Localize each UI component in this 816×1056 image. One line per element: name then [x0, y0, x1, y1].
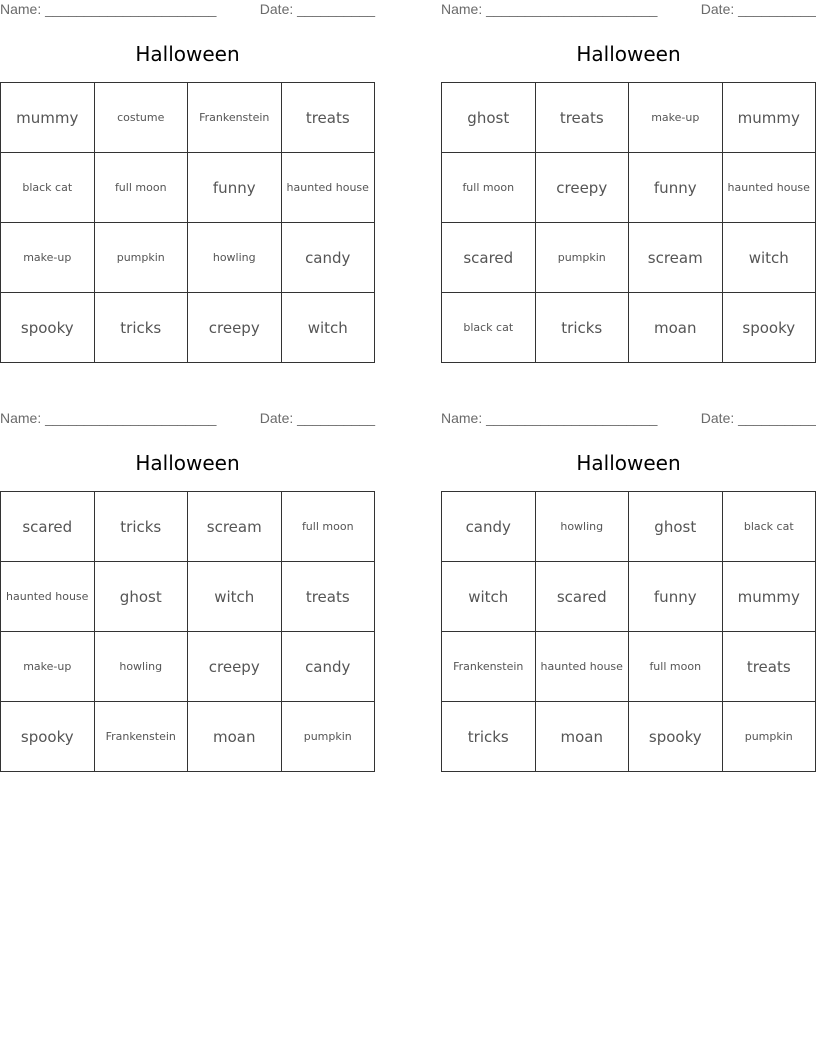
- bingo-cell[interactable]: candy: [281, 223, 375, 293]
- bingo-cell[interactable]: funny: [188, 153, 282, 223]
- bingo-cell[interactable]: tricks: [94, 492, 188, 562]
- name-date-row: [441, 1, 816, 19]
- bingo-cell[interactable]: pumpkin: [281, 702, 375, 772]
- bingo-cell[interactable]: moan: [535, 702, 629, 772]
- bingo-cell[interactable]: treats: [281, 83, 375, 153]
- bingo-cell[interactable]: moan: [188, 702, 282, 772]
- bingo-cell[interactable]: howling: [94, 632, 188, 702]
- bingo-cell[interactable]: ghost: [442, 83, 536, 153]
- bingo-cell[interactable]: scared: [535, 562, 629, 632]
- bingo-cell[interactable]: black cat: [1, 153, 95, 223]
- card-title: Halloween: [576, 42, 681, 66]
- bingo-cell[interactable]: spooky: [1, 702, 95, 772]
- bingo-cell[interactable]: mummy: [722, 83, 816, 153]
- date-field[interactable]: Date: __________: [259, 1, 375, 17]
- bingo-cell[interactable]: tricks: [94, 293, 188, 363]
- bingo-cell[interactable]: full moon: [442, 153, 536, 223]
- bingo-cell[interactable]: witch: [188, 562, 282, 632]
- date-field[interactable]: Date: __________: [700, 410, 816, 426]
- bingo-cell[interactable]: candy: [281, 632, 375, 702]
- date-field[interactable]: Date: __________: [259, 410, 375, 426]
- bingo-cell[interactable]: pumpkin: [535, 223, 629, 293]
- bingo-cell[interactable]: mummy: [722, 562, 816, 632]
- bingo-cell[interactable]: black cat: [442, 293, 536, 363]
- card-title: Halloween: [576, 451, 681, 475]
- bingo-cell[interactable]: make-up: [1, 223, 95, 293]
- bingo-cell[interactable]: costume: [94, 83, 188, 153]
- date-field[interactable]: Date: __________: [700, 1, 816, 17]
- bingo-cell[interactable]: treats: [281, 562, 375, 632]
- bingo-cell[interactable]: full moon: [94, 153, 188, 223]
- bingo-cell[interactable]: pumpkin: [722, 702, 816, 772]
- bingo-cell[interactable]: make-up: [1, 632, 95, 702]
- bingo-cell[interactable]: funny: [629, 153, 723, 223]
- bingo-grid: [441, 491, 816, 772]
- bingo-cell[interactable]: black cat: [722, 492, 816, 562]
- bingo-cell[interactable]: haunted house: [1, 562, 95, 632]
- bingo-cell[interactable]: witch: [442, 562, 536, 632]
- name-date-row: [0, 410, 375, 428]
- bingo-cell[interactable]: Frankenstein: [94, 702, 188, 772]
- bingo-cell[interactable]: tricks: [535, 293, 629, 363]
- bingo-cell[interactable]: tricks: [442, 702, 536, 772]
- bingo-cell[interactable]: haunted house: [722, 153, 816, 223]
- bingo-cell[interactable]: full moon: [281, 492, 375, 562]
- bingo-cell[interactable]: moan: [629, 293, 723, 363]
- bingo-cell[interactable]: Frankenstein: [188, 83, 282, 153]
- name-field[interactable]: Name: ______________________: [0, 410, 217, 426]
- bingo-cell[interactable]: mummy: [1, 83, 95, 153]
- bingo-cell[interactable]: scream: [629, 223, 723, 293]
- bingo-cell[interactable]: candy: [442, 492, 536, 562]
- bingo-grid: [0, 82, 375, 363]
- name-date-row: [441, 410, 816, 428]
- bingo-cell[interactable]: haunted house: [535, 632, 629, 702]
- card-title: Halloween: [135, 451, 240, 475]
- bingo-cell[interactable]: scared: [1, 492, 95, 562]
- card-title: Halloween: [135, 42, 240, 66]
- bingo-cell[interactable]: scared: [442, 223, 536, 293]
- bingo-cell[interactable]: howling: [188, 223, 282, 293]
- bingo-cell[interactable]: witch: [722, 223, 816, 293]
- bingo-cell[interactable]: spooky: [629, 702, 723, 772]
- bingo-grid: [0, 491, 375, 772]
- bingo-cell[interactable]: howling: [535, 492, 629, 562]
- name-field[interactable]: Name: ______________________: [0, 1, 217, 17]
- bingo-cell[interactable]: treats: [535, 83, 629, 153]
- bingo-cell[interactable]: haunted house: [281, 153, 375, 223]
- bingo-cell[interactable]: ghost: [629, 492, 723, 562]
- bingo-cell[interactable]: witch: [281, 293, 375, 363]
- name-field[interactable]: Name: ______________________: [441, 1, 658, 17]
- bingo-cell[interactable]: Frankenstein: [442, 632, 536, 702]
- bingo-cell[interactable]: scream: [188, 492, 282, 562]
- bingo-cell[interactable]: creepy: [188, 293, 282, 363]
- bingo-cell[interactable]: make-up: [629, 83, 723, 153]
- name-date-row: [0, 1, 375, 19]
- bingo-cell[interactable]: spooky: [722, 293, 816, 363]
- bingo-cell[interactable]: treats: [722, 632, 816, 702]
- name-field[interactable]: Name: ______________________: [441, 410, 658, 426]
- bingo-cell[interactable]: spooky: [1, 293, 95, 363]
- bingo-cell[interactable]: ghost: [94, 562, 188, 632]
- bingo-cell[interactable]: creepy: [535, 153, 629, 223]
- bingo-cell[interactable]: funny: [629, 562, 723, 632]
- bingo-grid: [441, 82, 816, 363]
- bingo-cell[interactable]: pumpkin: [94, 223, 188, 293]
- bingo-cell[interactable]: full moon: [629, 632, 723, 702]
- bingo-cell[interactable]: creepy: [188, 632, 282, 702]
